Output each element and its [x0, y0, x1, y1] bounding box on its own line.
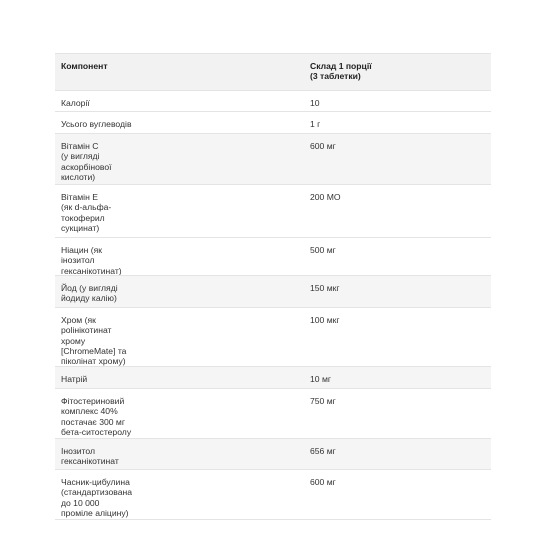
table-header-row — [55, 54, 491, 91]
row-component: Калорії — [61, 98, 90, 108]
row-amount: 500 мг — [310, 245, 336, 255]
row-amount: 600 мг — [310, 477, 336, 487]
row-component: Натрій — [61, 374, 88, 384]
row-amount: 1 г — [310, 119, 321, 129]
row-amount: 10 мг — [310, 374, 331, 384]
row-amount: 150 мкг — [310, 283, 340, 293]
header-amount: Склад 1 порції (3 таблетки) — [310, 61, 372, 82]
table-row — [55, 238, 491, 276]
row-component: Фітостериновий комплекс 40% постачає 300 мг бета-ситостеролу — [61, 396, 132, 437]
row-amount: 10 — [310, 98, 320, 108]
row-amount: 656 мг — [310, 446, 336, 456]
row-amount: 100 мкг — [310, 315, 340, 325]
row-component: Усього вуглеводів — [61, 119, 132, 129]
table-row — [55, 112, 491, 134]
table-row — [55, 185, 491, 238]
table-row — [55, 276, 491, 308]
row-component: Йод (у вигляді йодиду калію) — [61, 283, 118, 304]
table-row — [55, 91, 491, 112]
row-amount: 750 мг — [310, 396, 336, 406]
header-component: Компонент — [61, 61, 108, 71]
row-component: Часник-цибулина (стандартизована до 10 000 проміле аліцину) — [61, 477, 133, 518]
table-row — [55, 389, 491, 439]
row-component: Інозитол гексанікотинат — [61, 446, 119, 467]
table-row — [55, 367, 491, 389]
table-row — [55, 470, 491, 520]
row-amount: 600 мг — [310, 141, 336, 151]
row-component: Вітамін Е (як d-альфа- токоферил сукцинат) — [61, 192, 112, 233]
supplement-facts-table — [55, 53, 491, 520]
table-row — [55, 439, 491, 470]
row-amount: 200 МО — [310, 192, 341, 202]
row-component: Хром (як polінікотинат хрому [ChromeMate] та піколінат хрому) — [61, 315, 127, 366]
row-component: Ніацин (як інозитол гексанікотинат) — [61, 245, 122, 275]
table-row — [55, 308, 491, 367]
row-component: Вітамін С (у вигляді аскорбінової кислоти) — [61, 141, 112, 182]
table-row — [55, 134, 491, 185]
